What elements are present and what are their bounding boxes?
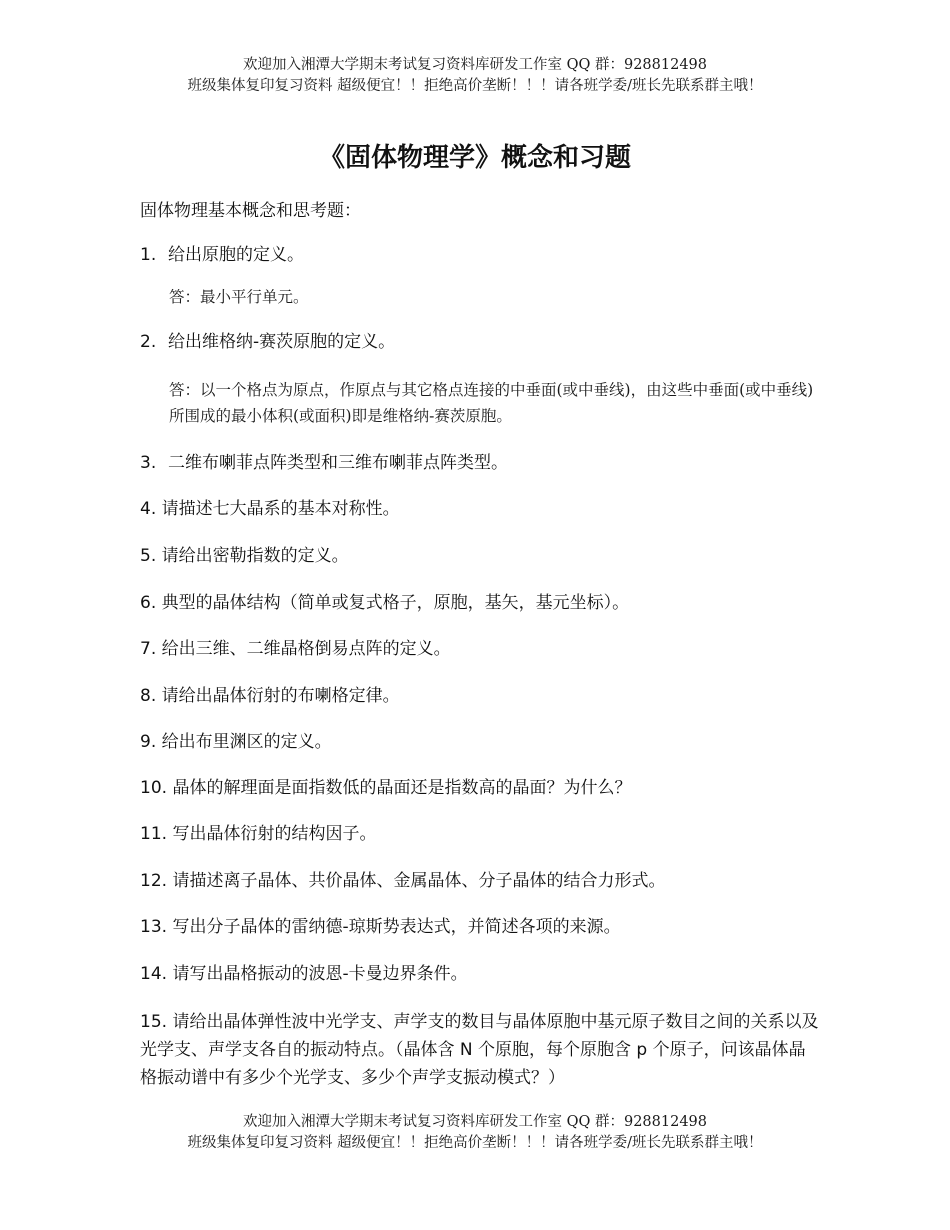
question-13	[140, 914, 820, 940]
header-banner-line2: 班级集体复印复习资料 超级便宜！！拒绝高价垄断！！！请各班学委/班长先联系群主哦！	[187, 78, 763, 94]
question-9	[140, 729, 820, 755]
question-14	[140, 961, 820, 987]
question-number: 12.	[140, 871, 168, 891]
question-text: 写出晶体衍射的结构因子。	[172, 824, 377, 844]
question-6	[140, 590, 820, 616]
footer-banner	[0, 1112, 950, 1154]
question-number: 8.	[140, 686, 157, 706]
question-text: 典型的晶体结构（简单或复式格子，原胞，基矢，基元坐标）。	[161, 593, 630, 613]
answer-1: 答：最小平行单元。	[169, 288, 309, 306]
question-text: 晶体的解理面是面指数低的晶面还是指数高的晶面？为什么？	[172, 778, 632, 798]
question-number: 1.	[140, 245, 157, 265]
question-number: 11.	[140, 824, 168, 844]
question-text: 给出原胞的定义。	[168, 245, 304, 265]
question-text: 写出分子晶体的雷纳德-琼斯势表达式，并简述各项的来源。	[172, 917, 621, 937]
question-4	[140, 496, 820, 522]
header-banner-line1: 欢迎加入湘潭大学期末考试复习资料库研发工作室 QQ 群：928812498	[242, 57, 708, 73]
question-number: 7.	[140, 639, 157, 659]
question-text: 请给出晶体衍射的布喇格定律。	[161, 686, 400, 706]
footer-banner-line2: 班级集体复印复习资料 超级便宜！！拒绝高价垄断！！！请各班学委/班长先联系群主哦！	[187, 1135, 763, 1151]
question-3	[140, 450, 820, 476]
question-text: 请给出晶体弹性波中光学支、声学支的数目与晶体原胞中基元原子数目之间的关系以及光学支、声学支各自的振动特点。（晶体含 N 个原胞，每个原胞含 p 个原子，问该晶体晶格振动谱中有多少个光学支、多少个声学支振动模式？）	[140, 1012, 819, 1088]
question-text: 给出布里渊区的定义。	[161, 732, 332, 752]
footer-banner-line1: 欢迎加入湘潭大学期末考试复习资料库研发工作室 QQ 群：928812498	[242, 1114, 708, 1130]
header-banner	[0, 55, 950, 97]
answer-2: 答：以一个格点为原点，作原点与其它格点连接的中垂面(或中垂线)，由这些中垂面(或中垂线)所围成的最小体积(或面积)即是维格纳-赛茨原胞。	[169, 381, 814, 425]
question-text: 请描述离子晶体、共价晶体、金属晶体、分子晶体的结合力形式。	[172, 871, 666, 891]
question-text: 请给出密勒指数的定义。	[161, 546, 349, 566]
question-text: 给出维格纳-赛茨原胞的定义。	[168, 332, 396, 352]
question-2	[140, 329, 820, 355]
question-5	[140, 543, 820, 569]
section-subtitle: 固体物理基本概念和思考题：	[140, 201, 361, 221]
question-12	[140, 868, 820, 894]
document-title: 《固体物理学》概念和习题	[318, 143, 631, 173]
question-text: 请描述七大晶系的基本对称性。	[161, 499, 400, 519]
question-8	[140, 683, 820, 709]
question-number: 15.	[140, 1012, 168, 1032]
question-number: 6.	[140, 593, 157, 613]
question-15	[140, 1008, 820, 1092]
question-number: 10.	[140, 778, 168, 798]
question-number: 5.	[140, 546, 157, 566]
question-text: 给出三维、二维晶格倒易点阵的定义。	[161, 639, 451, 659]
question-number: 13.	[140, 917, 168, 937]
question-number: 2.	[140, 332, 157, 352]
question-number: 3.	[140, 453, 157, 473]
question-number: 14.	[140, 964, 168, 984]
question-10	[140, 775, 820, 801]
question-1	[140, 242, 820, 268]
question-text: 请写出晶格振动的波恩-卡曼边界条件。	[172, 964, 468, 984]
question-7	[140, 636, 820, 662]
question-11	[140, 821, 820, 847]
question-number: 9.	[140, 732, 157, 752]
question-number: 4.	[140, 499, 157, 519]
question-text: 二维布喇菲点阵类型和三维布喇菲点阵类型。	[168, 453, 508, 473]
